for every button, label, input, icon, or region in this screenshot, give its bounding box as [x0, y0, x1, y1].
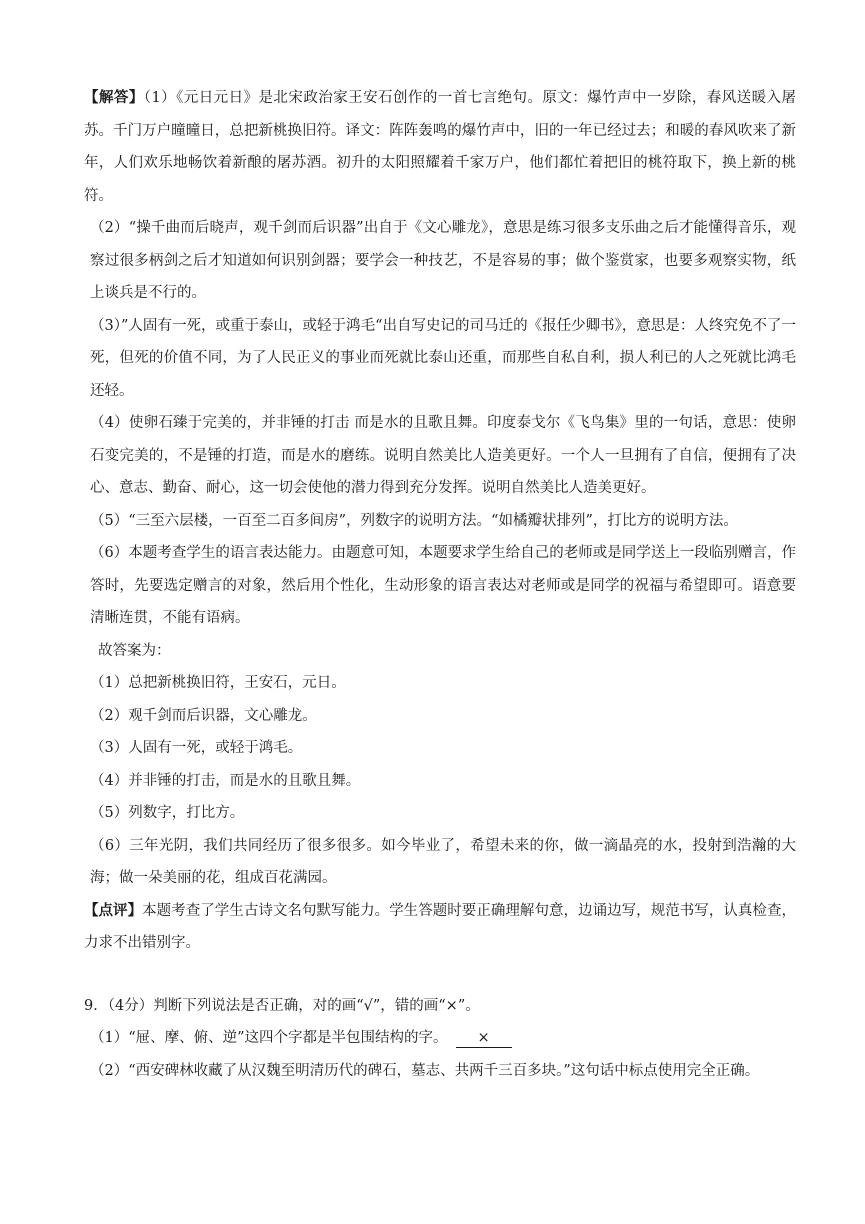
question-9-item-1-text: （1）“屉、摩、俯、逆”这四个字都是半包围结构的字。: [90, 1030, 448, 1046]
answer-paragraph-3: （3）”人固有一死，或重于泰山，或轻于鸿毛“出自写史记的司马迁的《报任少卿书》，意思是：人终究免不了一死，但死的价值不同，为了人民正义的事业而死就比泰山还重，而那些自私自利，损人利已的人之死就比鸿毛还轻。: [90, 317, 796, 399]
final-answer-4: （4）并非锤的打击，而是水的且歌且舞。: [90, 772, 361, 789]
answer-paragraph-6: （6）本题考查学生的语言表达能力。由题意可知，本题要求学生给自己的老师或是同学送上一段临别赠言，作答时，先要选定赠言的对象，然后用个性化，生动形象的语言表达对老师或是同学的祝福与希望即可。语意要清晰连贯，不能有语病。: [90, 545, 796, 626]
final-answer-heading: 故答案为：: [98, 642, 171, 659]
answer-text-1: （1）《元日元日》是北宋政治家王安石创作的一首七言绝句。原文：爆竹声中一岁除，春风送暖入屠苏。千门万户曈曈日，总把新桃换旧符。译文：阵阵轰鸣的爆竹声中，旧的一年已经过去；和暖的春风吹来了新年，人们欢乐地畅饮着新酿的屠苏酒。初升的太阳照耀着千家万户，他们都忙着把旧的桃符取下，换上新的桃符。: [84, 90, 796, 204]
final-answer-6: （6）三年光阴，我们共同经历了很多很多。如今毕业了，希望未来的你，做一滴晶亮的水，投射到浩瀚的大海；做一朵美丽的花，组成百花满园。: [90, 837, 796, 886]
answer-paragraph-4: （4）使卵石臻于完美的，并非锤的打击 而是水的且歌且舞。印度泰戈尔《飞鸟集》里的一句话，意思：使卵石变完美的，不是锤的打造，而是水的磨练。说明自然美比人造美更好。一个人一旦拥有了自信，便拥有了决心、意志、勤奋、耐心，这一切会使他的潜力得到充分发挥。说明自然美比人造美更好。: [90, 415, 796, 496]
comment-paragraph: [84, 895, 796, 960]
question-9-item-2: （2）“西安碑林收藏了从汉魏至明清历代的碑石，墓志、共两千三百多块。”这句话中标点使用完全正确。: [90, 1062, 760, 1079]
final-answer-1: （1）总把新桃换旧符，王安石，元日。: [90, 675, 346, 691]
section-gap: [84, 960, 796, 990]
final-answer-5: （5）列数字，打比方。: [90, 805, 245, 821]
answer-paragraph-5: （5）“三至六层楼，一百至二百多间房”，列数字的说明方法。“如橘瓣状排列”，打比方的说明方法。: [90, 512, 738, 529]
question-9-item-1-answer: ×: [456, 1029, 512, 1048]
final-answer-2: （2）观千剑而后识器，文心雕龙。: [90, 707, 317, 724]
document-content: [84, 82, 796, 1087]
comment-tag: 【点评】: [84, 901, 143, 919]
final-answer-3: （3）人固有一死，或轻于鸿毛。: [90, 740, 303, 756]
question-9-item-1: [84, 1022, 796, 1055]
answer-tag: 【解答】: [84, 89, 144, 106]
answer-paragraph-2: （2）“操千曲而后晓声，观千剑而后识器”出自于《文心雕龙》，意思是练习很多支乐曲之后才能懂得音乐，观察过很多柄剑之后才知道如何识别剑器；要学会一种技艺，不是容易的事；做个鉴赏家，也要多观察实物，纸上谈兵是不行的。: [90, 220, 796, 301]
comment-text: 本题考查了学生古诗文名句默写能力。学生答题时要正确理解句意，边诵边写，规范书写，认真检查，力求不出错别字。: [84, 902, 796, 951]
answer-paragraph-1: [84, 82, 796, 212]
question-9-stem: 9．（4分）判断下列说法是否正确，对的画“√”，错的画“×”。: [84, 997, 480, 1014]
